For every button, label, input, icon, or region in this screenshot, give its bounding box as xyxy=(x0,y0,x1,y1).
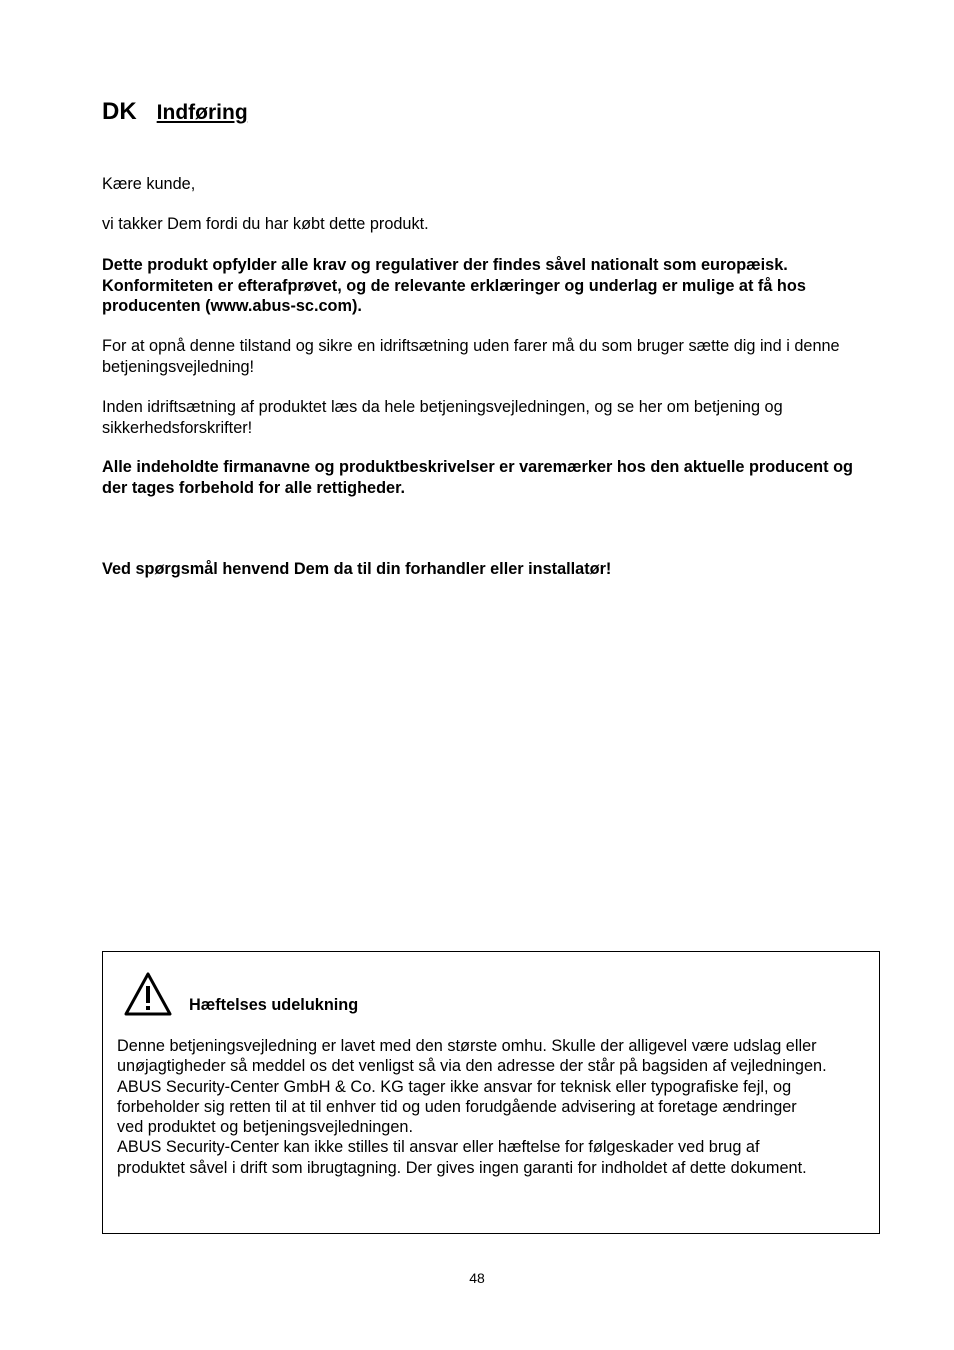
disclaimer-line: Denne betjeningsvejledning er lavet med den største omhu. Skulle der alligevel være udslag eller xyxy=(117,1037,817,1055)
disclaimer-line: ABUS Security-Center GmbH & Co. KG tager ikke ansvar for teknisk eller typografiske fejl, og xyxy=(117,1077,792,1096)
greeting-text: Kære kunde, xyxy=(102,175,196,193)
before-use-text: Inden idriftsætning af produktet læs da hele betjeningsvejledningen, og se her om betjening og sikkerhedsforskrifter! xyxy=(102,398,783,437)
disclaimer-line: forbeholder sig retten til at til enhver tid og uden forudgående advisering at foretage ændringer xyxy=(117,1097,797,1116)
language-code: DK xyxy=(102,98,137,125)
disclaimer-text xyxy=(117,1036,877,1178)
page-number: 48 xyxy=(469,1270,485,1286)
section-heading xyxy=(102,98,248,126)
warning-triangle-icon xyxy=(123,971,173,1017)
disclaimer-line: ABUS Security-Center kan ikke stilles til ansvar eller hæftelse for følgeskader ved brug af xyxy=(117,1138,760,1157)
disclaimer-line: unøjagtigheder så meddel os det venligst så via den adresse der står på bagsiden af vejledningen. xyxy=(117,1057,827,1076)
questions-text: Ved spørgsmål henvend Dem da til din forhandler eller installatør! xyxy=(102,560,612,578)
safe-operation-text: For at opnå denne tilstand og sikre en idriftsætning uden farer må du som bruger sætte dig ind i denne betjeningsvejledning! xyxy=(102,337,840,376)
thanks-text: vi takker Dem fordi du har købt dette produkt. xyxy=(102,215,429,233)
disclaimer-title: Hæftelses udelukning xyxy=(189,996,359,1014)
trademarks-text: Alle indeholdte firmanavne og produktbeskrivelser er varemærker hos den aktuelle producent og der tages forbehold for alle rettigheder. xyxy=(102,458,853,497)
disclaimer-box xyxy=(102,951,880,1234)
disclaimer-line: produktet såvel i drift som ibrugtagning. Der gives ingen garanti for indholdet af dette dokument. xyxy=(117,1158,807,1177)
conformity-text: Dette produkt opfylder alle krav og regulativer der findes såvel nationalt som europæisk. Konformiteten er efterafprøvet, og de relevante erklæringer og underlag er mulige at få hos producenten (www.abus-sc.com). xyxy=(102,256,806,315)
section-title: Indføring xyxy=(156,101,248,124)
disclaimer-line: ved produktet og betjeningsvejledningen. xyxy=(117,1118,413,1137)
